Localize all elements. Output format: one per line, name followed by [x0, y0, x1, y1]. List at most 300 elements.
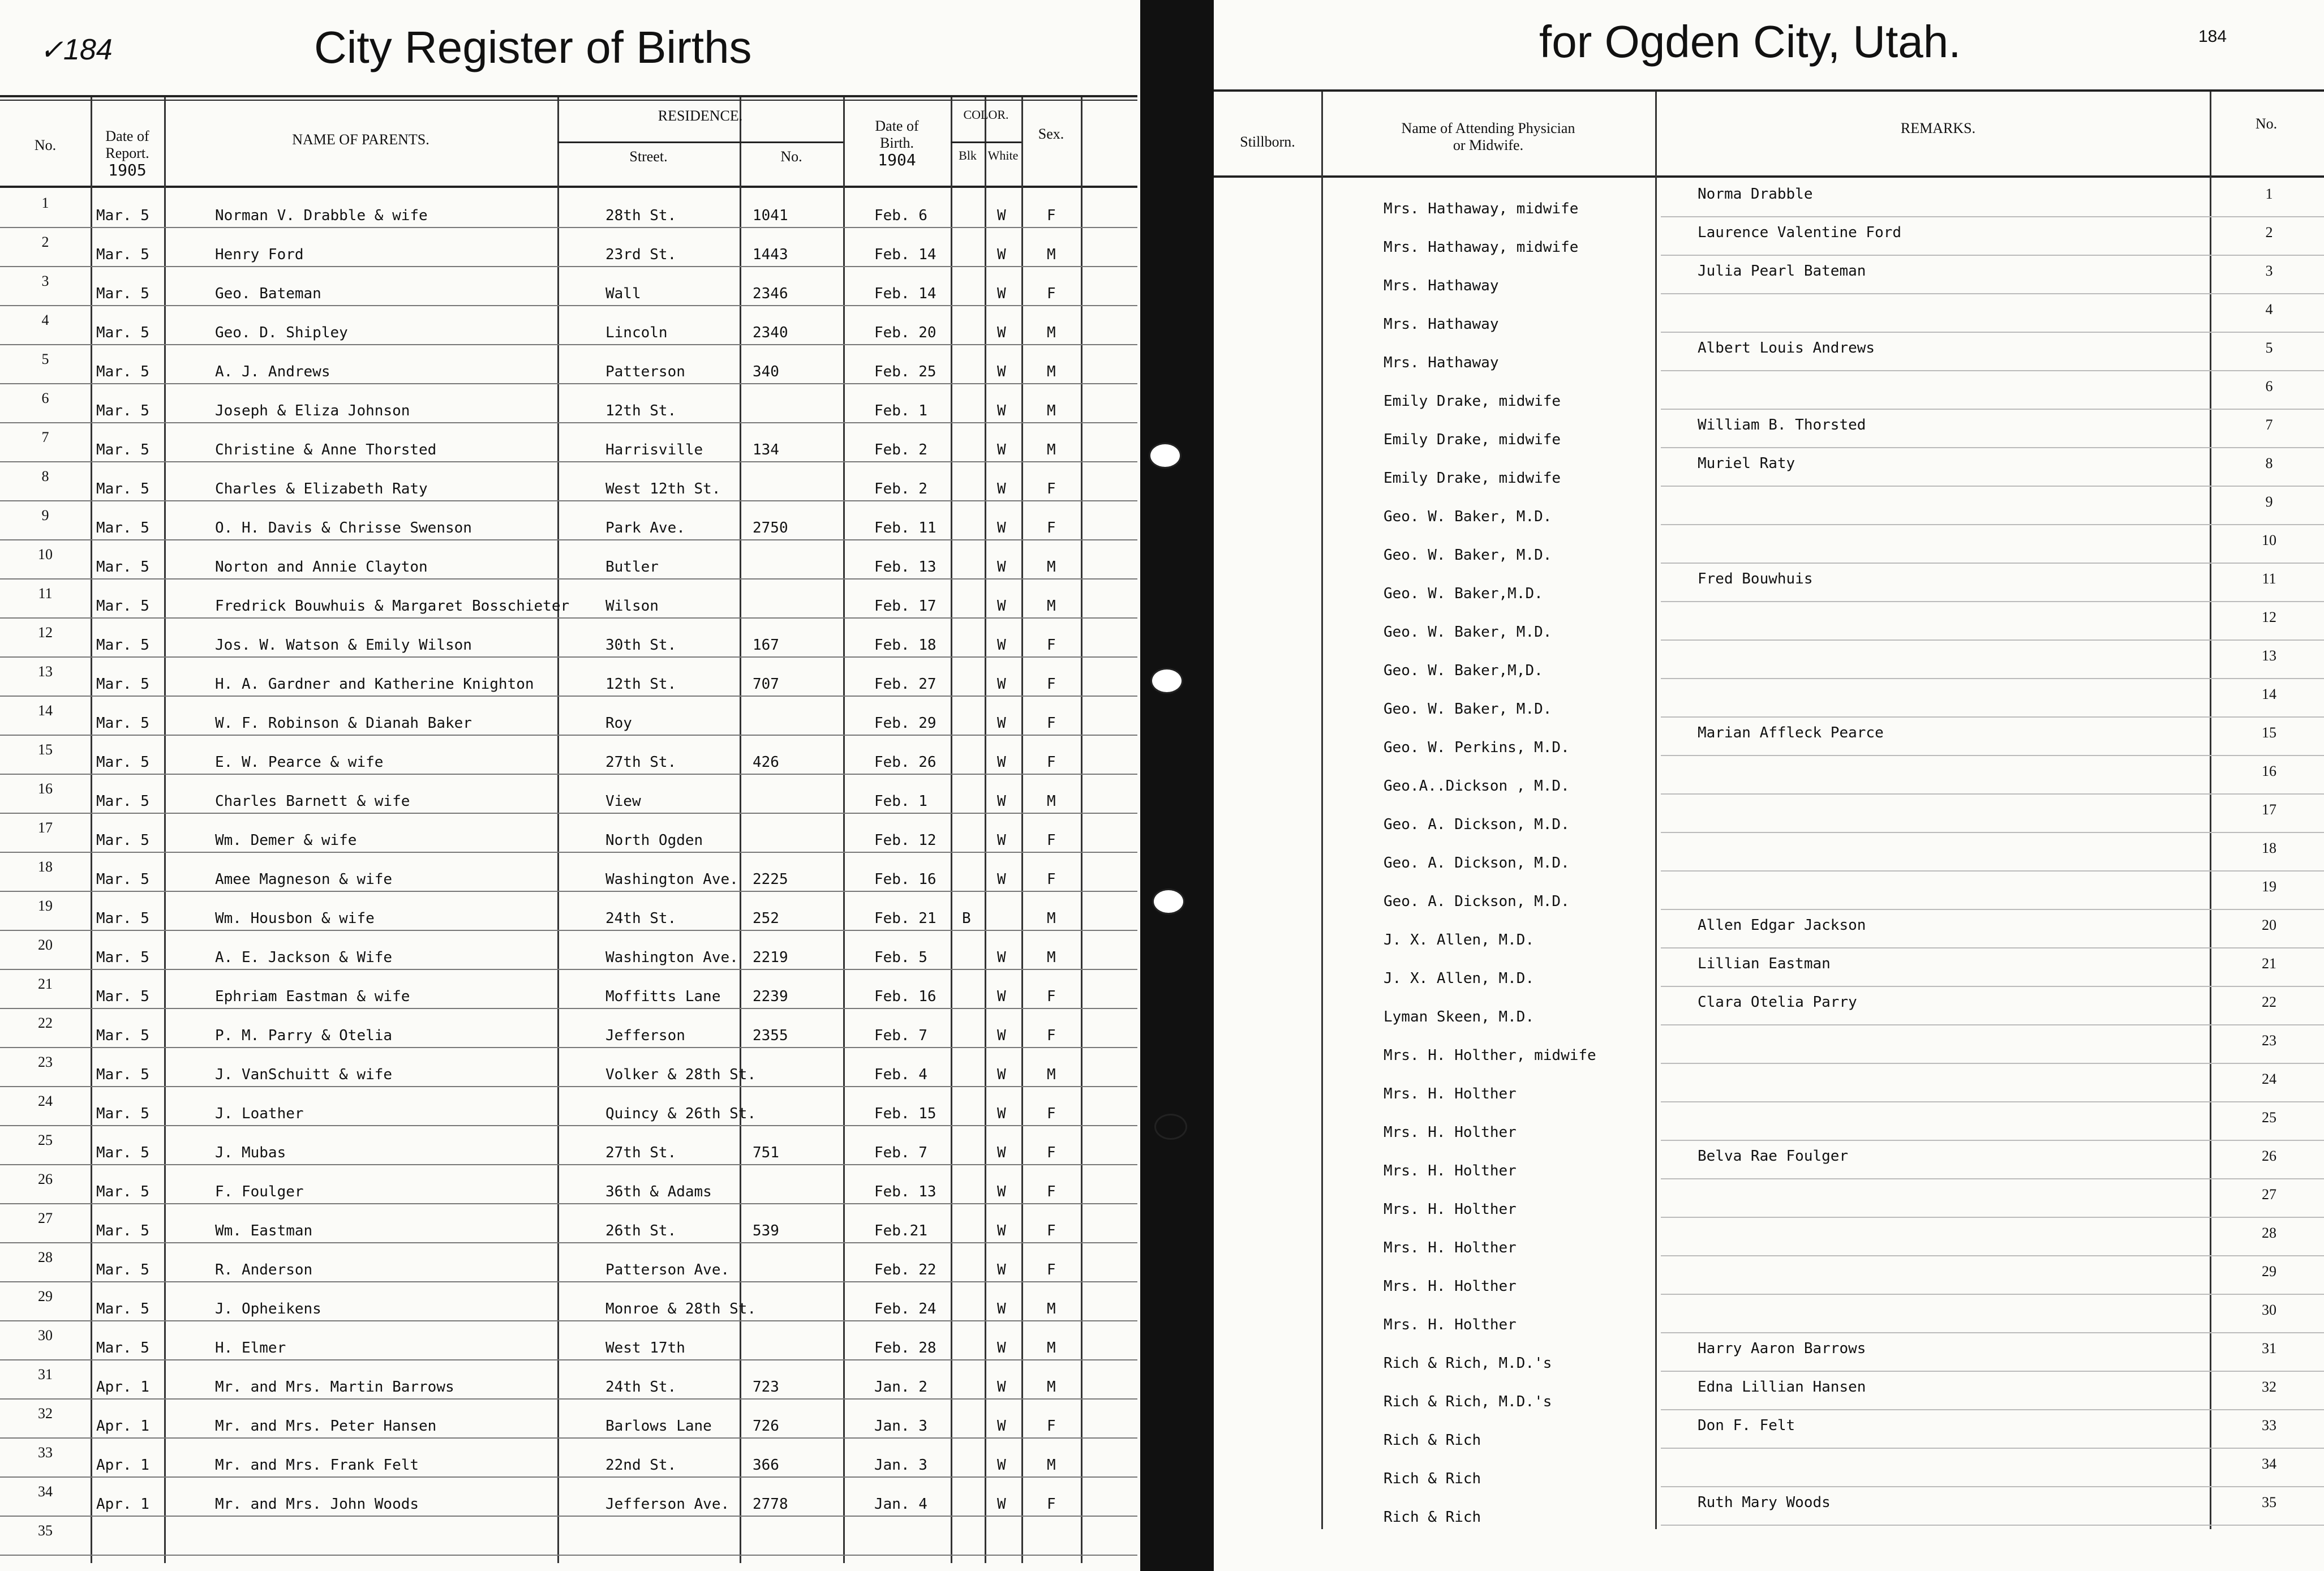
- date-of-birth-cell: Feb. 16: [874, 988, 937, 1005]
- header-date-of-report: [91, 128, 164, 179]
- physician-cell: Geo. W. Baker, M.D.: [1384, 624, 1552, 641]
- parents-name-cell: Geo. Bateman: [215, 285, 321, 302]
- table-row-divider: [0, 813, 1137, 814]
- row-number: 3: [41, 273, 49, 289]
- color-blk-cell: B: [962, 910, 971, 927]
- color-white-cell: W: [997, 1261, 1006, 1278]
- column-divider: [1321, 92, 1323, 1529]
- residence-number-cell: 2346: [753, 285, 788, 302]
- date-of-report-cell: Mar. 5: [96, 207, 149, 224]
- row-number: 24: [2262, 1071, 2276, 1087]
- date-of-birth-cell: Feb. 13: [874, 1183, 937, 1200]
- color-white-cell: W: [997, 441, 1006, 458]
- date-of-report-cell: Mar. 5: [96, 988, 149, 1005]
- remarks-cell: Fred Bouwhuis: [1698, 570, 1813, 587]
- color-white-cell: W: [997, 832, 1006, 849]
- row-number: 10: [2262, 532, 2276, 548]
- header-white: White: [987, 148, 1019, 162]
- physician-cell: Mrs. H. Holther: [1384, 1162, 1517, 1179]
- sex-cell: M: [1047, 559, 1056, 576]
- parents-name-cell: Mr. and Mrs. Martin Barrows: [215, 1379, 454, 1396]
- row-number: 9: [2265, 493, 2273, 510]
- date-of-report-cell: Apr. 1: [96, 1379, 149, 1396]
- date-of-birth-cell: Feb. 16: [874, 871, 937, 888]
- color-white-cell: W: [997, 1105, 1006, 1122]
- residence-number-cell: 751: [753, 1144, 779, 1161]
- table-row-divider: [1661, 639, 2324, 641]
- date-of-birth-cell: Feb. 24: [874, 1300, 937, 1317]
- right-page-title: for Ogden City, Utah.: [1539, 16, 1961, 67]
- color-white-cell: W: [997, 246, 1006, 263]
- row-number: 6: [41, 390, 49, 406]
- date-of-birth-cell: Feb. 28: [874, 1340, 937, 1357]
- sex-cell: F: [1047, 1418, 1056, 1435]
- row-number: 13: [38, 663, 53, 680]
- sex-cell: M: [1047, 910, 1056, 927]
- color-white-cell: W: [997, 949, 1006, 966]
- column-divider: [91, 97, 92, 1563]
- color-white-cell: W: [997, 1379, 1006, 1396]
- sex-cell: F: [1047, 676, 1056, 693]
- binder-hole: [1149, 443, 1182, 469]
- physician-cell: Mrs. Hathaway, midwife: [1384, 200, 1579, 217]
- residence-number-cell: 723: [753, 1379, 779, 1396]
- row-number: 29: [38, 1288, 53, 1304]
- sex-cell: M: [1047, 402, 1056, 419]
- physician-cell: Geo. W. Baker, M.D.: [1384, 547, 1552, 564]
- date-of-report-cell: Mar. 5: [96, 793, 149, 810]
- date-of-birth-cell: Feb. 12: [874, 832, 937, 849]
- residence-number-cell: 2340: [753, 324, 788, 341]
- physician-cell: Emily Drake, midwife: [1384, 393, 1561, 410]
- row-number: 12: [38, 624, 53, 641]
- row-number: 27: [2262, 1186, 2276, 1203]
- residence-street-cell: 36th & Adams: [605, 1183, 712, 1200]
- remarks-cell: Allen Edgar Jackson: [1698, 917, 1866, 934]
- physician-cell: Mrs. Hathaway: [1384, 354, 1499, 371]
- header-report-year: 1905: [108, 161, 147, 179]
- color-white-cell: W: [997, 637, 1006, 654]
- table-row-divider: [1661, 909, 2324, 910]
- color-white-cell: W: [997, 754, 1006, 771]
- row-number: 14: [38, 702, 53, 719]
- physician-cell: J. X. Allen, M.D.: [1384, 932, 1535, 948]
- header-physician-line2: or Midwife.: [1453, 137, 1524, 153]
- sex-cell: F: [1047, 520, 1056, 536]
- row-number: 22: [2262, 994, 2276, 1010]
- physician-cell: Rich & Rich: [1384, 1509, 1481, 1526]
- date-of-report-cell: Mar. 5: [96, 559, 149, 576]
- residence-street-cell: Monroe & 28th St.: [605, 1300, 757, 1317]
- sex-cell: F: [1047, 1496, 1056, 1513]
- table-row-divider: [1661, 1332, 2324, 1333]
- row-number: 6: [2265, 378, 2273, 394]
- date-of-birth-cell: Feb.21: [874, 1222, 927, 1239]
- color-white-cell: W: [997, 480, 1006, 497]
- sex-cell: M: [1047, 1340, 1056, 1357]
- table-row-divider: [0, 227, 1137, 228]
- color-white-cell: W: [997, 324, 1006, 341]
- residence-street-cell: Butler: [605, 559, 659, 576]
- table-row-divider: [0, 383, 1137, 384]
- row-number: 1: [41, 195, 49, 211]
- date-of-birth-cell: Feb. 18: [874, 637, 937, 654]
- sex-cell: F: [1047, 988, 1056, 1005]
- date-of-birth-cell: Feb. 13: [874, 559, 937, 576]
- table-row-divider: [1661, 524, 2324, 525]
- row-number: 24: [38, 1093, 53, 1109]
- residence-number-cell: 426: [753, 754, 779, 771]
- row-number: 27: [38, 1210, 53, 1226]
- row-number: 23: [38, 1054, 53, 1070]
- parents-name-cell: A. J. Andrews: [215, 363, 330, 380]
- table-row-divider: [0, 774, 1137, 775]
- residence-number-cell: 726: [753, 1418, 779, 1435]
- residence-street-cell: Jefferson: [605, 1027, 685, 1044]
- table-row-divider: [1661, 1178, 2324, 1179]
- table-row-divider: [1661, 793, 2324, 795]
- parents-name-cell: J. VanSchuitt & wife: [215, 1066, 393, 1083]
- parents-name-cell: Wm. Housbon & wife: [215, 910, 375, 927]
- residence-street-cell: Lincoln: [605, 324, 668, 341]
- date-of-report-cell: Mar. 5: [96, 285, 149, 302]
- row-number: 32: [2262, 1379, 2276, 1395]
- table-row-divider: [1661, 1140, 2324, 1141]
- color-white-cell: W: [997, 207, 1006, 224]
- date-of-report-cell: Mar. 5: [96, 480, 149, 497]
- date-of-report-cell: Mar. 5: [96, 1027, 149, 1044]
- table-row-divider: [0, 1203, 1137, 1204]
- binder-hole: [1152, 888, 1185, 915]
- physician-cell: Emily Drake, midwife: [1384, 431, 1561, 448]
- sex-cell: F: [1047, 1222, 1056, 1239]
- remarks-cell: Edna Lillian Hansen: [1698, 1379, 1866, 1396]
- physician-cell: Geo.A..Dickson , M.D.: [1384, 778, 1570, 795]
- parents-name-cell: H. Elmer: [215, 1340, 286, 1357]
- column-divider: [951, 97, 952, 1563]
- color-white-cell: W: [997, 402, 1006, 419]
- date-of-report-cell: Mar. 5: [96, 1066, 149, 1083]
- physician-cell: Mrs. H. Holther: [1384, 1201, 1517, 1218]
- header-sex: Sex.: [1038, 126, 1064, 142]
- top-rule-2: [0, 100, 1137, 101]
- table-row-divider: [1661, 447, 2324, 448]
- physician-cell: Geo. W. Baker, M.D.: [1384, 508, 1552, 525]
- column-divider: [1021, 97, 1023, 1563]
- date-of-report-cell: Mar. 5: [96, 363, 149, 380]
- date-of-report-cell: Mar. 5: [96, 754, 149, 771]
- residence-number-cell: 340: [753, 363, 779, 380]
- color-white-cell: W: [997, 1066, 1006, 1083]
- physician-cell: Geo. W. Baker,M.D.: [1384, 585, 1543, 602]
- parents-name-cell: J. Opheikens: [215, 1300, 321, 1317]
- residence-street-cell: Volker & 28th St.: [605, 1066, 757, 1083]
- column-divider: [985, 97, 986, 1563]
- date-of-birth-cell: Feb. 7: [874, 1027, 927, 1044]
- table-row-divider: [0, 930, 1137, 931]
- row-number: 10: [38, 546, 53, 563]
- physician-cell: Mrs. H. Holther: [1384, 1124, 1517, 1141]
- residence-street-cell: 26th St.: [605, 1222, 677, 1239]
- row-number: 19: [38, 898, 53, 914]
- physician-cell: Mrs. H. Holther: [1384, 1316, 1517, 1333]
- sex-cell: M: [1047, 1066, 1056, 1083]
- date-of-birth-cell: Feb. 11: [874, 520, 937, 536]
- header-blk: Blk: [959, 148, 977, 162]
- table-row-divider: [1661, 1217, 2324, 1218]
- binder-hole: [1150, 668, 1183, 694]
- sex-cell: F: [1047, 637, 1056, 654]
- table-row-divider: [0, 500, 1137, 501]
- table-row-divider: [0, 1164, 1137, 1165]
- residence-street-cell: Moffitts Lane: [605, 988, 721, 1005]
- color-white-cell: W: [997, 1222, 1006, 1239]
- color-white-cell: W: [997, 1027, 1006, 1044]
- date-of-report-cell: Mar. 5: [96, 832, 149, 849]
- date-of-birth-cell: Jan. 2: [874, 1379, 927, 1396]
- date-of-report-cell: Mar. 5: [96, 520, 149, 536]
- residence-street-cell: Jefferson Ave.: [605, 1496, 730, 1513]
- date-of-birth-cell: Feb. 25: [874, 363, 937, 380]
- color-white-cell: W: [997, 676, 1006, 693]
- color-white-cell: W: [997, 1496, 1006, 1513]
- date-of-birth-cell: Jan. 4: [874, 1496, 927, 1513]
- table-row-divider: [0, 578, 1137, 580]
- residence-street-cell: 27th St.: [605, 1144, 677, 1161]
- header-street-no: No.: [780, 148, 802, 165]
- table-row-divider: [0, 1516, 1137, 1517]
- parents-name-cell: A. E. Jackson & Wife: [215, 949, 393, 966]
- subheader-rule: [951, 141, 1021, 143]
- row-number: 31: [2262, 1340, 2276, 1357]
- residence-number-cell: 2750: [753, 520, 788, 536]
- header-stillborn: Stillborn.: [1240, 134, 1295, 150]
- color-white-cell: W: [997, 988, 1006, 1005]
- column-divider: [557, 97, 559, 1563]
- parents-name-cell: O. H. Davis & Chrisse Swenson: [215, 520, 472, 536]
- table-row-divider: [1661, 370, 2324, 371]
- residence-street-cell: West 12th St.: [605, 480, 721, 497]
- date-of-birth-cell: Feb. 7: [874, 1144, 927, 1161]
- remarks-cell: Albert Louis Andrews: [1698, 340, 1875, 357]
- color-white-cell: W: [997, 1183, 1006, 1200]
- table-row-divider: [0, 539, 1137, 540]
- header-bottom-rule: [0, 186, 1137, 188]
- parents-name-cell: Charles & Elizabeth Raty: [215, 480, 428, 497]
- table-row-divider: [1661, 716, 2324, 718]
- remarks-cell: Julia Pearl Bateman: [1698, 263, 1866, 280]
- header-remarks: REMARKS.: [1900, 120, 1976, 136]
- table-row-divider: [0, 735, 1137, 736]
- remarks-cell: Ruth Mary Woods: [1698, 1494, 1831, 1511]
- header-residence: RESIDENCE.: [658, 108, 743, 124]
- color-white-cell: W: [997, 871, 1006, 888]
- row-number: 21: [2262, 955, 2276, 972]
- parents-name-cell: Norman V. Drabble & wife: [215, 207, 428, 224]
- residence-number-cell: 2219: [753, 949, 788, 966]
- date-of-report-cell: Mar. 5: [96, 1105, 149, 1122]
- parents-name-cell: Norton and Annie Clayton: [215, 559, 428, 576]
- left-page: [0, 0, 1140, 1571]
- residence-street-cell: Park Ave.: [605, 520, 685, 536]
- residence-number-cell: 252: [753, 910, 779, 927]
- parents-name-cell: Christine & Anne Thorsted: [215, 441, 437, 458]
- date-of-birth-cell: Feb. 6: [874, 207, 927, 224]
- table-row-divider: [0, 344, 1137, 345]
- date-of-birth-cell: Feb. 4: [874, 1066, 927, 1083]
- table-row-divider: [0, 969, 1137, 970]
- row-number: 26: [2262, 1148, 2276, 1164]
- row-number: 29: [2262, 1263, 2276, 1280]
- color-white-cell: W: [997, 559, 1006, 576]
- residence-number-cell: 1443: [753, 246, 788, 263]
- date-of-birth-cell: Feb. 22: [874, 1261, 937, 1278]
- color-white-cell: W: [997, 1144, 1006, 1161]
- table-row-divider: [0, 852, 1137, 853]
- physician-cell: Geo. W. Perkins, M.D.: [1384, 739, 1570, 756]
- parents-name-cell: Mr. and Mrs. Frank Felt: [215, 1457, 419, 1474]
- table-row-divider: [0, 1086, 1137, 1087]
- header-color: COLOR.: [963, 108, 1009, 122]
- row-number: 21: [38, 976, 53, 992]
- row-number: 16: [2262, 763, 2276, 779]
- row-number: 4: [41, 312, 49, 328]
- row-number: 35: [2262, 1494, 2276, 1510]
- color-white-cell: W: [997, 1418, 1006, 1435]
- parents-name-cell: E. W. Pearce & wife: [215, 754, 384, 771]
- date-of-report-cell: Mar. 5: [96, 598, 149, 615]
- row-number: 26: [38, 1171, 53, 1187]
- row-number: 20: [2262, 917, 2276, 933]
- date-of-birth-cell: Jan. 3: [874, 1418, 927, 1435]
- row-number: 31: [38, 1366, 53, 1383]
- date-of-report-cell: Mar. 5: [96, 715, 149, 732]
- column-divider: [1081, 97, 1082, 1563]
- residence-number-cell: 707: [753, 676, 779, 693]
- sex-cell: M: [1047, 949, 1056, 966]
- row-number: 12: [2262, 609, 2276, 625]
- physician-cell: Geo. A. Dickson, M.D.: [1384, 855, 1570, 872]
- row-number: 15: [38, 741, 53, 758]
- physician-cell: Mrs. Hathaway: [1384, 277, 1499, 294]
- row-number: 18: [38, 859, 53, 875]
- parents-name-cell: Joseph & Eliza Johnson: [215, 402, 410, 419]
- table-row-divider: [1661, 1409, 2324, 1410]
- date-of-birth-cell: Feb. 1: [874, 402, 927, 419]
- row-number: 1: [2265, 186, 2273, 202]
- parents-name-cell: Henry Ford: [215, 246, 304, 263]
- sex-cell: M: [1047, 1457, 1056, 1474]
- sex-cell: F: [1047, 1261, 1056, 1278]
- residence-number-cell: 539: [753, 1222, 779, 1239]
- table-row-divider: [1661, 332, 2324, 333]
- physician-cell: Mrs. H. Holther: [1384, 1085, 1517, 1102]
- date-of-report-cell: Mar. 5: [96, 637, 149, 654]
- header-birth-year: 1904: [878, 151, 916, 169]
- row-number: 16: [38, 780, 53, 797]
- sex-cell: F: [1047, 480, 1056, 497]
- row-number: 13: [2262, 647, 2276, 664]
- parents-name-cell: J. Mubas: [215, 1144, 286, 1161]
- parents-name-cell: W. F. Robinson & Dianah Baker: [215, 715, 472, 732]
- table-row-divider: [0, 1281, 1137, 1282]
- residence-number-cell: 2225: [753, 871, 788, 888]
- table-row-divider: [0, 891, 1137, 892]
- table-row-divider: [1661, 255, 2324, 256]
- color-white-cell: W: [997, 1457, 1006, 1474]
- physician-cell: Mrs. H. Holther: [1384, 1239, 1517, 1256]
- color-white-cell: W: [997, 715, 1006, 732]
- row-number: 15: [2262, 724, 2276, 741]
- remarks-cell: Laurence Valentine Ford: [1698, 224, 1902, 241]
- date-of-birth-cell: Feb. 14: [874, 246, 937, 263]
- sex-cell: F: [1047, 1105, 1056, 1122]
- column-divider: [740, 97, 741, 1563]
- header-physician-line1: Name of Attending Physician: [1401, 120, 1575, 136]
- residence-street-cell: 24th St.: [605, 910, 677, 927]
- row-number: 5: [2265, 340, 2273, 356]
- date-of-birth-cell: Feb. 17: [874, 598, 937, 615]
- row-number: 8: [2265, 455, 2273, 471]
- row-number: 33: [2262, 1417, 2276, 1433]
- table-row-divider: [1661, 1101, 2324, 1102]
- parents-name-cell: Jos. W. Watson & Emily Wilson: [215, 637, 472, 654]
- table-row-divider: [0, 1476, 1137, 1478]
- date-of-report-cell: Mar. 5: [96, 910, 149, 927]
- header-no: No.: [34, 137, 57, 153]
- date-of-report-cell: Apr. 1: [96, 1496, 149, 1513]
- residence-number-cell: 1041: [753, 207, 788, 224]
- parents-name-cell: Wm. Demer & wife: [215, 832, 357, 849]
- table-row-divider: [0, 461, 1137, 462]
- date-of-birth-cell: Feb. 21: [874, 910, 937, 927]
- header-date-of-birth: [843, 118, 951, 169]
- remarks-cell: Belva Rae Foulger: [1698, 1148, 1849, 1165]
- parents-name-cell: F. Foulger: [215, 1183, 304, 1200]
- row-number: 2: [41, 234, 49, 250]
- table-row-divider: [1661, 1448, 2324, 1449]
- row-number: 30: [2262, 1302, 2276, 1318]
- physician-cell: Emily Drake, midwife: [1384, 470, 1561, 487]
- row-number: 25: [2262, 1109, 2276, 1126]
- table-row-divider: [1661, 1024, 2324, 1025]
- row-number: 4: [2265, 301, 2273, 317]
- row-number: 18: [2262, 840, 2276, 856]
- right-corner-note: 184: [2198, 27, 2227, 46]
- date-of-birth-cell: Feb. 15: [874, 1105, 937, 1122]
- table-row-divider: [1661, 1255, 2324, 1256]
- residence-street-cell: 22nd St.: [605, 1457, 677, 1474]
- parents-name-cell: Fredrick Bouwhuis & Margaret Bosschieter: [215, 598, 570, 615]
- header-date-of-report-line1: Date of: [105, 128, 149, 144]
- color-white-cell: W: [997, 1300, 1006, 1317]
- date-of-report-cell: Mar. 5: [96, 949, 149, 966]
- parents-name-cell: Ephriam Eastman & wife: [215, 988, 410, 1005]
- row-number: 7: [41, 429, 49, 445]
- residence-street-cell: View: [605, 793, 641, 810]
- date-of-birth-cell: Feb. 14: [874, 285, 937, 302]
- table-row-divider: [1661, 947, 2324, 948]
- parents-name-cell: J. Loather: [215, 1105, 304, 1122]
- header-date-of-birth-line2: Birth.: [880, 135, 914, 151]
- sex-cell: M: [1047, 363, 1056, 380]
- column-divider: [2210, 92, 2211, 1529]
- residence-street-cell: Roy: [605, 715, 632, 732]
- parents-name-cell: P. M. Parry & Otelia: [215, 1027, 393, 1044]
- table-row-divider: [0, 422, 1137, 423]
- row-number: 35: [38, 1522, 53, 1539]
- physician-cell: Rich & Rich, M.D.'s: [1384, 1393, 1552, 1410]
